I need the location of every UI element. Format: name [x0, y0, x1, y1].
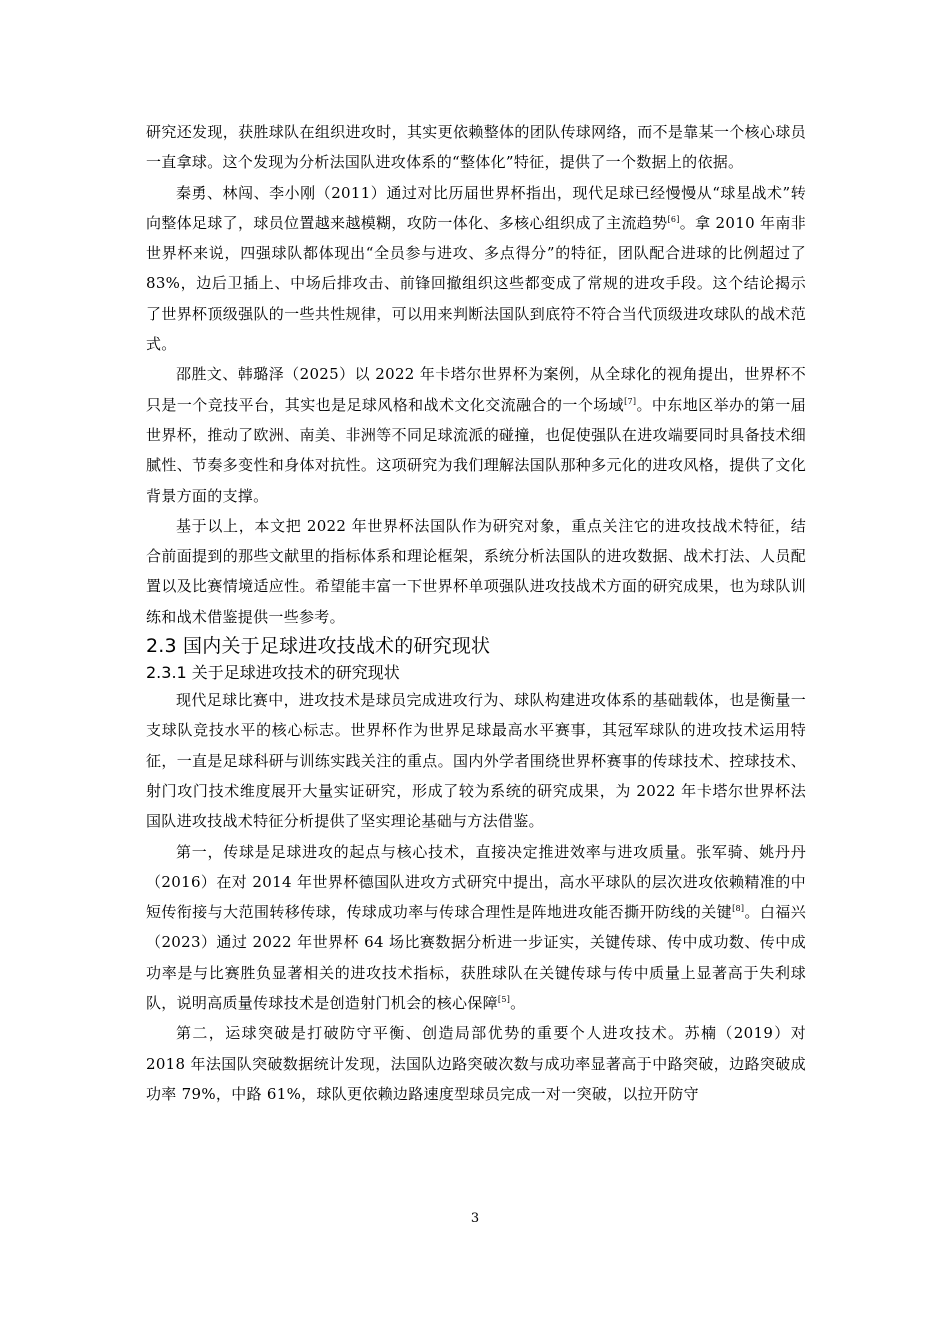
body-paragraph: [146, 1018, 806, 1109]
body-paragraph: [146, 685, 806, 836]
paragraph-text: 邵胜文、韩璐泽（2025）以 2022 年卡塔尔世界杯为案例，从全球化的视角提出，世界杯不只是一个竞技平台，其实也是足球风格和战术文化交流融合的一个场域: [146, 365, 806, 414]
section-heading: 2.3 国内关于足球进攻技战术的研究现状: [146, 635, 491, 658]
body-paragraph: [146, 117, 806, 178]
paragraph-text: 。中东地区举办的第一届世界杯，推动了欧洲、南美、非洲等不同足球流派的碰撞，也促使强队在进攻端要同时具备技术细腻性、节奏多变性和身体对抗性。这项研究为我们理解法国队那种多元化的进攻风格，提供了文化背景方面的支撑。: [146, 395, 806, 505]
citation-ref: [5]: [497, 995, 511, 1005]
citation-ref: [6]: [667, 214, 680, 224]
paragraph-text: 。拿 2010 年南非世界杯来说，四强球队都体现出“全员参与进攻、多点得分”的特征，团队配合进球的比例超过了 83%，边后卫插上、中场后排攻击、前锋回撤组织这些都变成了常规的进攻手段。这个结论揭示了世界杯顶级强队的一些共性规律，可以用来判断法国队到底符不符合当代顶级进攻球队的战术范式。: [146, 213, 806, 354]
citation-ref: [7]: [624, 396, 637, 406]
citation-ref: [8]: [732, 904, 745, 914]
paragraph-text: 研究还发现，获胜球队在组织进攻时，其实更依赖整体的团队传球网络，而不是靠某一个核心球员一直拿球。这个发现为分析法国队进攻体系的“整体化”特征，提供了一个数据上的依据。: [146, 123, 806, 172]
paragraph-text: 。白福兴（2023）通过 2022 年世界杯 64 场比赛数据分析进一步证实，关键传球、传中成功数、传中成功率是与比赛胜负显著相关的进攻技术指标，获胜球队在关键传球与传中质量上显著高于失利球队，说明高质量传球技术是创造射门机会的核心保障: [146, 903, 807, 1013]
body-paragraph: [146, 178, 806, 360]
page-number: 3: [470, 1211, 480, 1226]
subsection-heading: 2.3.1 关于足球进攻技术的研究现状: [146, 663, 400, 683]
paragraph-text: 第二，运球突破是打破防守平衡、创造局部优势的重要个人进攻技术。苏楠（2019）对 2018 年法国队突破数据统计发现，法国队边路突破次数与成功率显著高于中路突破，边路突破成功率 79%，中路 61%，球队更依赖边路速度型球员完成一对一突破，以拉开防守: [146, 1024, 806, 1103]
paragraph-text: 第一，传球是足球进攻的起点与核心技术，直接决定推进效率与进攻质量。张军骑、姚丹丹（2016）在对 2014 年世界杯德国队进攻方式研究中提出，高水平球队的层次进攻依赖精准的中短传衔接与大范围转移传球，传球成功率与传球合理性是阵地进攻能否撕开防线的关键: [146, 842, 806, 922]
paragraph-text: 。: [510, 994, 526, 1013]
document-page: [146, 117, 806, 1109]
paragraph-text: 秦勇、林闯、李小刚（2011）通过对比历届世界杯指出，现代足球已经慢慢从“球星战术”转向整体足球了，球员位置越来越模糊，攻防一体化、多核心组织成了主流趋势: [146, 183, 806, 232]
paragraph-text: 现代足球比赛中，进攻技术是球员完成进攻行为、球队构建进攻体系的基础载体，也是衡量一支球队竞技水平的核心标志。世界杯作为世界足球最高水平赛事，其冠军球队的进攻技术运用特征，一直是足球科研与训练实践关注的重点。国内外学者围绕世界杯赛事的传球技术、控球技术、射门攻门技术维度展开大量实证研究，形成了较为系统的研究成果，为 2022 年卡塔尔世界杯法国队进攻技战术特征分析提供了坚实理论基础与方法借鉴。: [146, 691, 806, 831]
body-paragraph: [146, 511, 806, 632]
paragraph-text: 基于以上，本文把 2022 年世界杯法国队作为研究对象，重点关注它的进攻技战术特征，结合前面提到的那些文献里的指标体系和理论框架，系统分析法国队的进攻数据、战术打法、人员配置以及比赛情境适应性。希望能丰富一下世界杯单项强队进攻技战术方面的研究成果，也为球队训练和战术借鉴提供一些参考。: [146, 516, 806, 626]
body-paragraph: [146, 359, 806, 510]
body-paragraph: [146, 837, 806, 1019]
